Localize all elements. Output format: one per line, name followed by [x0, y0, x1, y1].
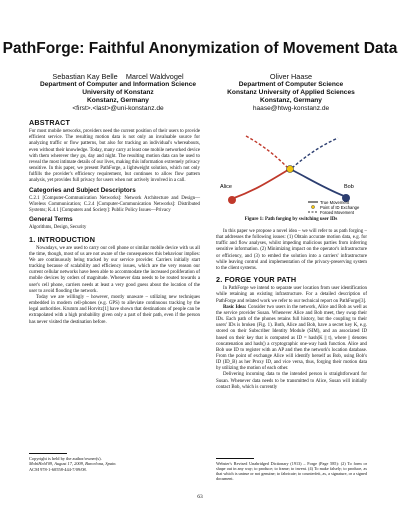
author-org: Konstanz University of Applied Sciences: [227, 89, 355, 96]
general-terms-text: Algorithms, Design, Security: [29, 225, 87, 231]
section2-paragraph: Delivering incoming data to the intended person is straightforward for Susan. Whenever data needs to be transmitted to Alice, Susan will initially contact Bob, which is currently: [216, 372, 367, 390]
author-city: Konstanz, Germany: [260, 97, 322, 104]
author-name: Marcel Waldvogel: [125, 72, 184, 81]
author-name: Sebastian Kay Belle: [52, 72, 118, 81]
section2-paragraph: In PathForge we intend to separate user location from user identification while retaining an existing infrastructure. For a detailed description of PathForge and related work we refer to our technical report on PathForge[3].: [216, 286, 367, 304]
copyright-line: ACM 978-1-60558-444-7/09/08.: [29, 466, 87, 472]
categories-heading: Categories and Subject Descriptors: [29, 186, 136, 194]
categories-text: C.2.1 [Computer-Communication Networks]: Network Architecture and Design—Wireless Communication; C.2.4 [Computer-Communication Networks]: Distributed Systems; K.4.1 [Computers and Society]: Public Policy Issues—Privacy: [29, 195, 200, 214]
copyright-block: [29, 456, 200, 472]
author-names: [28, 73, 208, 81]
author-block-2: [216, 73, 366, 113]
legend-swatch: [311, 205, 314, 208]
left-column: [29, 115, 200, 326]
legend-label: True Movement: [320, 200, 350, 205]
footnote: Webster's Revised Unabridged Dictionary (1913) – Forge (Page 585): (2) To form or shape out in any way; to produce; to frame; to invent. (4) To make falsely; to produce, as that which is untrue or not genuine; to fabricate; to counterfeit, as, a signature, or a signed document.: [216, 461, 367, 482]
bob-label: Bob: [344, 184, 354, 190]
intro-paragraph: Nowadays, we are used to carry our cell phone or similar mobile device with us all the time, though, most of us are not aware of the consequences this behaviour implies: We are continuously being tracked by our service provider. Carriers initially start tracking because of scalability and efficiency issues, which are the very reason our current cellular networks have been able to accommodate the increased proliferation of mobile devices by orders of magnitude. Whenever data needs to be routed towards a user's cell phone, carriers needs at least a very good guess about the location of the user to avoid flooding the network.: [29, 245, 200, 294]
section2-heading: 2. FORGE YOUR PATH: [216, 275, 297, 285]
intro-heading: 1. INTRODUCTION: [29, 234, 96, 244]
footnote-rule: [216, 458, 254, 459]
author-city: Konstanz, Germany: [87, 97, 149, 104]
paper-title: PathForge: Faithful Anonymization of Movement Data: [2, 40, 398, 57]
legend-label: Point of ID Exchange: [320, 205, 360, 210]
forged-path: [246, 136, 288, 168]
figure-caption: Figure 1: Path forging by switching user IDs: [244, 217, 338, 222]
alice-icon: [228, 196, 236, 204]
right-column: [216, 229, 367, 391]
abstract-text: For most mobile networks, providers need the current position of their users to provide efficient service. The resulting motion data is not only an invaluable source for analyzing traffic or flow patterns, but also for tracking an individual's whereabouts, even without their knowledge. Today, many carry at least one mobile networked device with them wherever they go, day and night. The resulting motion data can be used to reveal the most intimate details of our lives, making this information extremely privacy sensitive. In this paper, we present PathForge, a lightweight solution, which not only fulfills the provider's efficiency requirement, but continues to allow flow pattern analysis, yet provides full privacy for users when not actively involved in a call.: [29, 129, 200, 184]
copyright-line: Copyright is held by the author/owner(s).: [29, 456, 102, 461]
bob-true-path: [292, 170, 344, 196]
legend-label: Forged Movement: [320, 210, 354, 214]
author-name: Oliver Haase: [269, 72, 313, 81]
general-terms-heading: General Terms: [29, 216, 73, 224]
page-number: 63: [197, 494, 203, 500]
section2-paragraph: Basic Idea: Consider two users in the network, Alice and Bob as well as the service provider Susan. Whenever Alice and Bob meet, they swap their IDs. Each path of the phones retains full history, but the coupling to their users' IDs is broken (Fig. 1). Both, Alice and Bob, have a secret key K, e.g. stored on their Subscriber Identity Module (SIM), and an associated ID based on their key that is computed as ID = hash(K || t), where || denotes concatenation and hash() a cryptographic one-way hash function. Alice and Bob use ID to register with an AP and then the network's location database. From the point of exchange Alice will identify herself as Bob, using Bob's ID (ID_B) as her Proxy ID, and vice versa, thus, forging their motion data by utilizing the motion of each other.: [216, 304, 367, 372]
author-email: <first>.<last>@uni-konstanz.de: [72, 105, 164, 112]
alice-label: Alice: [220, 184, 232, 190]
alice-true-path: [234, 170, 288, 198]
author-block-1: [28, 73, 208, 113]
author-dept: Department of Computer and Information Science: [39, 81, 197, 88]
exchange-point: [287, 166, 294, 173]
intro-paragraph: Today we are willingly – however, mostly unaware – utilizing new techniques embedded in modern cell-phones (e.g. GPS) to alleviate continuous tracking by the legal authorities. Krumm and Horvitz[1] have shown that destinations of people can be extrapolated with a high probability given only a part of their path, even if the person has never visited the destination before.: [29, 294, 200, 325]
author-org: University of Konstanz: [82, 89, 154, 96]
path-forging-figure: [216, 118, 364, 214]
author-dept: Department of Computer Science: [238, 81, 344, 88]
copyright-line: MobiHeld'09, August 17, 2009, Barcelona, Spain.: [29, 461, 117, 467]
basic-idea-label: Basic Idea:: [223, 304, 247, 310]
right-intro-paragraph: In this paper we propose a novel idea – we will refer to as path forging – that addresses the following issues: (1) Obtain accurate motion data, e.g. for traffic and flow analyses, whilst impeding malicious parties from inferring sensitive information. (2) Minimizing impact on the operator's infrastructure or efficiency, and (3) to embed the solution into a carriers' infrastructure while leaving control and implementation of the privacy-preserving system to the client systems.: [216, 229, 367, 271]
abstract-heading: ABSTRACT: [29, 118, 71, 127]
copyright-rule: [29, 453, 67, 454]
forged-path: [292, 138, 338, 168]
author-email: haase@htwg-konstanz.de: [252, 105, 330, 112]
